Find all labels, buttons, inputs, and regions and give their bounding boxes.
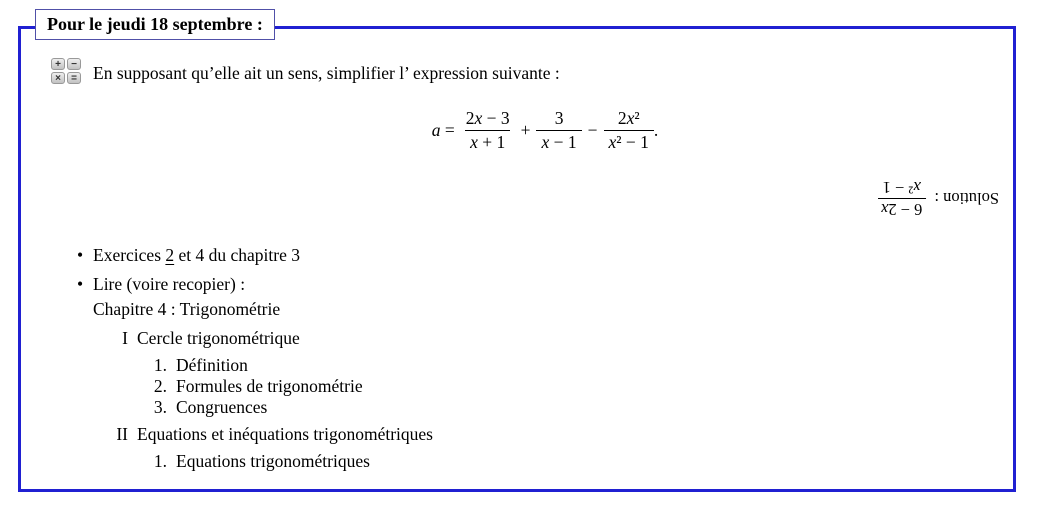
plus-key-icon: + — [51, 58, 65, 70]
fraction-3-numerator: 2x² — [617, 108, 640, 128]
item-number: 3. — [153, 397, 167, 417]
item-text: Equations trigonométriques — [176, 451, 370, 471]
section-1-label: Cercle trigonométrique — [137, 328, 300, 348]
item-text: Définition — [176, 355, 248, 375]
title-text: Pour le jeudi 18 septembre : — [47, 14, 263, 34]
minus-operator: − — [587, 120, 598, 140]
item-text: Formules de trigonométrie — [176, 376, 363, 396]
fraction-2-numerator: 3 — [554, 108, 564, 128]
minus-key-icon: − — [67, 58, 81, 70]
list-item-formules — [77, 377, 837, 396]
list-item-read — [77, 275, 837, 294]
multiply-key-icon: × — [51, 72, 65, 84]
item-text: Congruences — [176, 397, 268, 417]
list-item-exercises — [77, 246, 837, 265]
item-number: 1. — [153, 451, 167, 471]
list-item-read-text: Lire (voire recopier) : — [93, 274, 246, 294]
section-2-label: Equations et inéquations trigonométriques — [137, 424, 433, 444]
section-1-heading — [77, 329, 837, 348]
formula-period: . — [653, 120, 659, 140]
exercise-instruction: En supposant qu’elle ait un sens, simplifier l’ expression suivante : — [93, 63, 560, 83]
section-1-numeral: I — [122, 328, 128, 348]
list-item-definition — [77, 356, 837, 375]
fraction-2 — [536, 108, 581, 153]
fraction-1-denominator: x + 1 — [465, 130, 510, 153]
solution-numerator: 6 − 2x — [880, 200, 923, 219]
list-item-congruences — [77, 398, 837, 417]
equals-key-icon: = — [67, 72, 81, 84]
solution-denominator: x² − 1 — [878, 178, 926, 199]
fraction-1-numerator: 2x − 3 — [465, 108, 510, 128]
upside-down-solution — [876, 178, 999, 219]
formula-lhs: a = — [431, 120, 455, 140]
expression-display — [49, 108, 1040, 153]
list-item-equations — [77, 452, 837, 471]
item-number: 2. — [153, 376, 167, 396]
fraction-3 — [604, 108, 654, 153]
exercise-intro-row — [51, 57, 560, 84]
homework-outline — [77, 246, 837, 471]
list-item-exercises-text — [93, 246, 300, 265]
exercises-underlined-number: 2 — [165, 245, 175, 265]
fraction-3-denominator: x² − 1 — [604, 130, 654, 153]
calculator-icon — [51, 58, 81, 84]
chapter-heading: Chapitre 4 : Trigonométrie — [93, 299, 281, 319]
exercises-pre: Exercices — [93, 245, 166, 265]
bullet-icon: • — [77, 274, 84, 294]
section-2-heading — [77, 425, 837, 444]
item-number: 1. — [153, 355, 167, 375]
fraction-2-denominator: x − 1 — [536, 130, 581, 153]
solution-label: Solution : — [934, 189, 999, 209]
fraction-1 — [461, 108, 515, 153]
assignment-frame — [18, 26, 1016, 492]
section-2-numeral: II — [116, 424, 128, 444]
plus-operator: + — [520, 120, 531, 140]
assignment-due-date-title — [35, 9, 275, 40]
solution-fraction — [876, 178, 927, 219]
exercises-post: et 4 du chapitre 3 — [174, 245, 300, 265]
bullet-icon: • — [77, 245, 84, 265]
